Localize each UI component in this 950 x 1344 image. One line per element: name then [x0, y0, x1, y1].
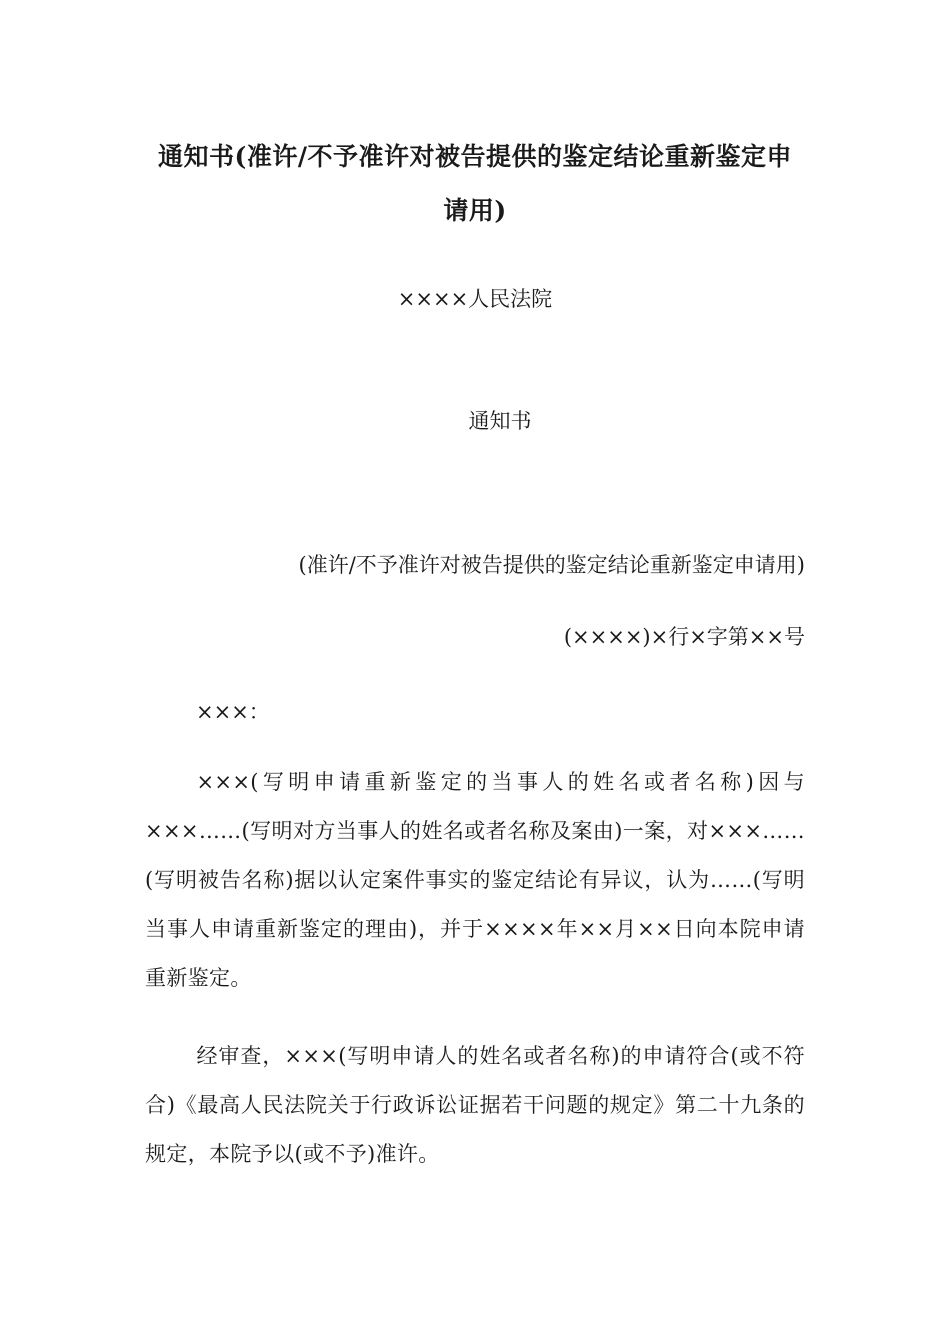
case-number: (××××)×行×字第××号 — [563, 625, 805, 649]
body-paragraph-1: ×××(写明申请重新鉴定的当事人的姓名或者名称)因与×××……(写明对方当事人的姓名或者名称及案由)一案，对×××……(写明被告名称)据以认定案件事实的鉴定结论有异议，认为……(写明当事人申请重新鉴定的理由)，并于××××年××月××日向本院申请重新鉴定。 — [145, 770, 805, 990]
title-line-1: 通知书(准许/不予准许对被告提供的鉴定结论重新鉴定申 — [158, 142, 792, 171]
court-name: ××××人民法院 — [397, 287, 553, 311]
document-subtitle: (准许/不予准许对被告提供的鉴定结论重新鉴定申请用) — [298, 553, 805, 577]
document-type: 通知书 — [468, 409, 532, 433]
addressee: ×××： — [196, 700, 270, 724]
body-paragraph-2: 经审查，×××(写明申请人的姓名或者名称)的申请符合(或不符合)《最高人民法院关于行政诉讼证据若干问题的规定》第二十九条的规定，本院予以(或不予)准许。 — [145, 1044, 805, 1166]
title-line-2: 请用) — [443, 196, 507, 225]
document-title — [145, 130, 805, 238]
